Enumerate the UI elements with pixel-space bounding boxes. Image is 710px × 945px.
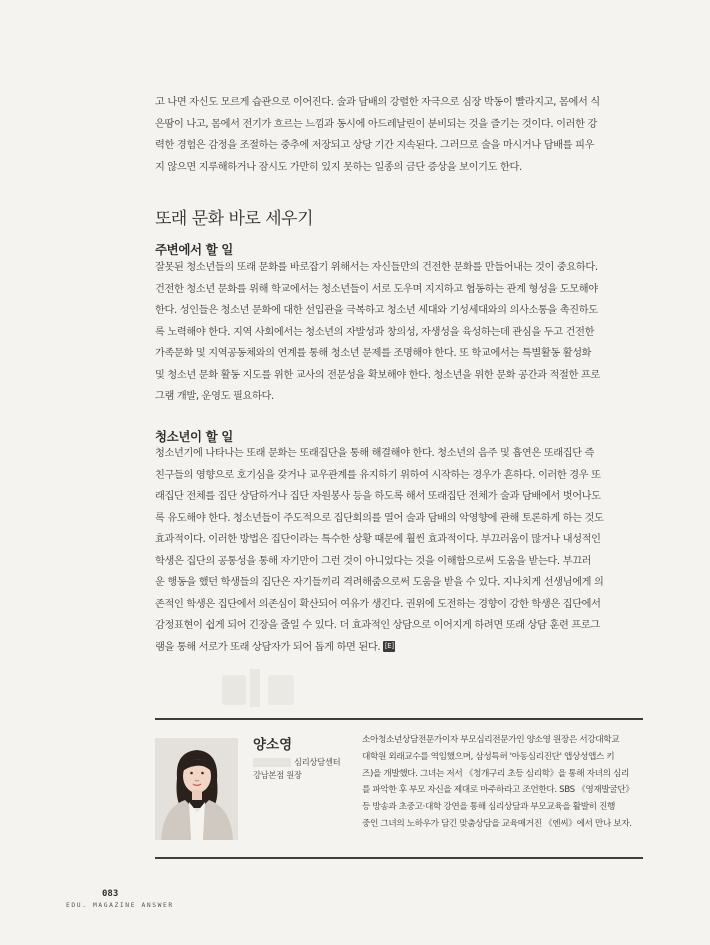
paragraph-line: 가족문화 및 지역공동체와의 연계를 통해 청소년 문제를 조명해야 한다. 또 학교에서는 특별활동 활성화 [155,348,592,359]
magazine-name: EDU. MAGAZINE ANSWER [66,902,174,909]
background-watermark [222,665,362,710]
intro-line: 은땀이 나고, 몸에서 전기가 흐르는 느낌과 동시에 아드레날린이 분비되는 것을 즐기는 것이다. 이러한 강 [155,118,597,130]
author-bio [362,732,643,833]
bio-line: 소아청소년상담전문가이자 부모심리전문가인 양소영 원장은 서강대학교 [362,735,620,745]
bio-line: 중인 그녀의 노하우가 담긴 맞춤상담을 교육매거진 《엔씨》에서 만나 보자. [362,818,632,829]
subheading-youth: 청소년이 할 일 [155,429,233,444]
org-line-1 [253,756,348,769]
author-profile [155,718,643,859]
end-mark-icon: [E] [384,642,394,650]
paragraph-line: 및 청소년 문화 활동 지도를 위한 교사의 전문성을 확보해야 한다. 청소년을 위한 문화 공간과 적절한 프로 [155,369,600,381]
bio-line: 등 방송과 초중고·대학 강연을 통해 심리상담과 부모교육을 활발히 진행 [362,802,616,813]
author-name: 양소영 [253,737,293,753]
paragraph-line: 한다. 성인들은 청소년 문화에 대한 선입관을 극복하고 청소년 세대와 기성세대와의 의사소통을 촉진하도 [155,305,598,316]
paragraph-line: 청소년기에 나타나는 또래 문화는 또래집단을 통해 해결해야 한다. 청소년의 음주 및 흡연은 또래집단 즉 [155,448,595,459]
paragraph-line: 감정표현이 쉽게 되어 긴장을 줄일 수 있다. 더 효과적인 상담으로 이어지게 하려면 또래 상담 훈련 프로그 [155,620,600,631]
author-organization [253,756,348,782]
org-line-1-text: 심리상담센터 [294,757,341,767]
subheading-surroundings: 주변에서 할 일 [155,242,233,257]
paragraph-line: 효과적이다. 이러한 방법은 집단이라는 특수한 상황 때문에 훨씬 효과적이다. 부끄러움이 많거나 내성적인 [155,534,601,545]
page-number: 083 [102,889,119,899]
paragraph-line: 그램 개발, 운영도 필요하다. [155,391,274,402]
paragraph-line: 잘못된 청소년들의 또래 문화를 바로잡기 위해서는 자신들만의 건전한 문화를 만들어내는 것이 중요하다. [155,262,598,273]
portrait-image [155,738,238,840]
paragraph-line: 운 행동을 했던 학생들의 집단은 자기들끼리 격려해줌으로써 도움을 받을 수 있다. 지나치게 선생님에게 의 [155,577,604,588]
paragraph-line: 친구들의 영향으로 호기심을 갖거나 교우관계를 유지하기 위하여 시작하는 경우가 흔하다. 이러한 경우 또 [155,469,601,481]
intro-line: 고 나면 자신도 모르게 습관으로 이어진다. 술과 담배의 강렬한 자극으로 심장 박동이 빨라지고, 몸에서 식 [155,97,600,108]
redacted-center-name [253,758,291,767]
author-photo [155,738,238,840]
paragraph-line-text: 램을 통해 서로가 또래 상담자가 되어 돕게 하면 된다. [155,641,381,653]
paragraph-line-last [155,637,643,659]
paragraph-line: 래집단 전체를 집단 상담하거나 집단 자원봉사 등을 하도록 해서 또래집단 전체가 술과 담배에서 벗어나도 [155,491,601,502]
paragraph-line: 록 유도해야 한다. 청소년들이 주도적으로 집단회의를 열어 술과 담배의 악영향에 관해 토론하게 하는 것도 [155,512,604,524]
intro-line: 력한 경험은 감정을 조절하는 중추에 저장되고 상당 기간 지속된다. 그러므로 술을 마시거나 담배를 피우 [155,140,595,151]
intro-paragraph [155,92,643,178]
paragraph-line: 존적인 학생은 집단에서 의존심이 확산되어 여유가 생긴다. 권위에 도전하는 경향이 강한 학생은 집단에서 [155,598,601,610]
paragraph-line: 록 노력해야 한다. 지역 사회에서는 청소년의 자발성과 창의성, 자생성을 육성하는데 관심을 두고 건전한 [155,326,595,338]
intro-line: 지 않으면 지루해하거나 잠시도 가만히 있지 못하는 일종의 금단 증상을 보이기도 한다. [155,161,522,173]
bio-line: 즈)을 개발했다. 그녀는 저서 《청개구리 초등 심리학》을 통해 자녀의 심리 [362,768,629,779]
paragraph-line: 건전한 청소년 문화를 위해 학교에서는 청소년들이 서로 도우며 지지하고 협동하는 관계 형성을 도모해야 [155,283,598,295]
section-title: 또래 문화 바로 세우기 [155,209,314,229]
surroundings-paragraph [155,257,643,408]
youth-paragraph [155,443,643,658]
paragraph-line: 학생은 집단의 공통성을 통해 자기만이 그런 것이 아니었다는 것을 이해함으로써 도움을 받는다. 부끄러 [155,555,592,567]
org-line-2: 강남본점 원장 [253,770,302,780]
bio-line: 대학원 외래교수를 역임했으며, 삼성특허 '아동심리진단' 앱상성앱스 키 [362,751,615,762]
watermark-glyphs [222,665,362,710]
bio-line: 를 파악한 후 부모 자신을 제대로 마주하라고 조언한다. SBS 《영재발굴단》 [362,785,634,796]
